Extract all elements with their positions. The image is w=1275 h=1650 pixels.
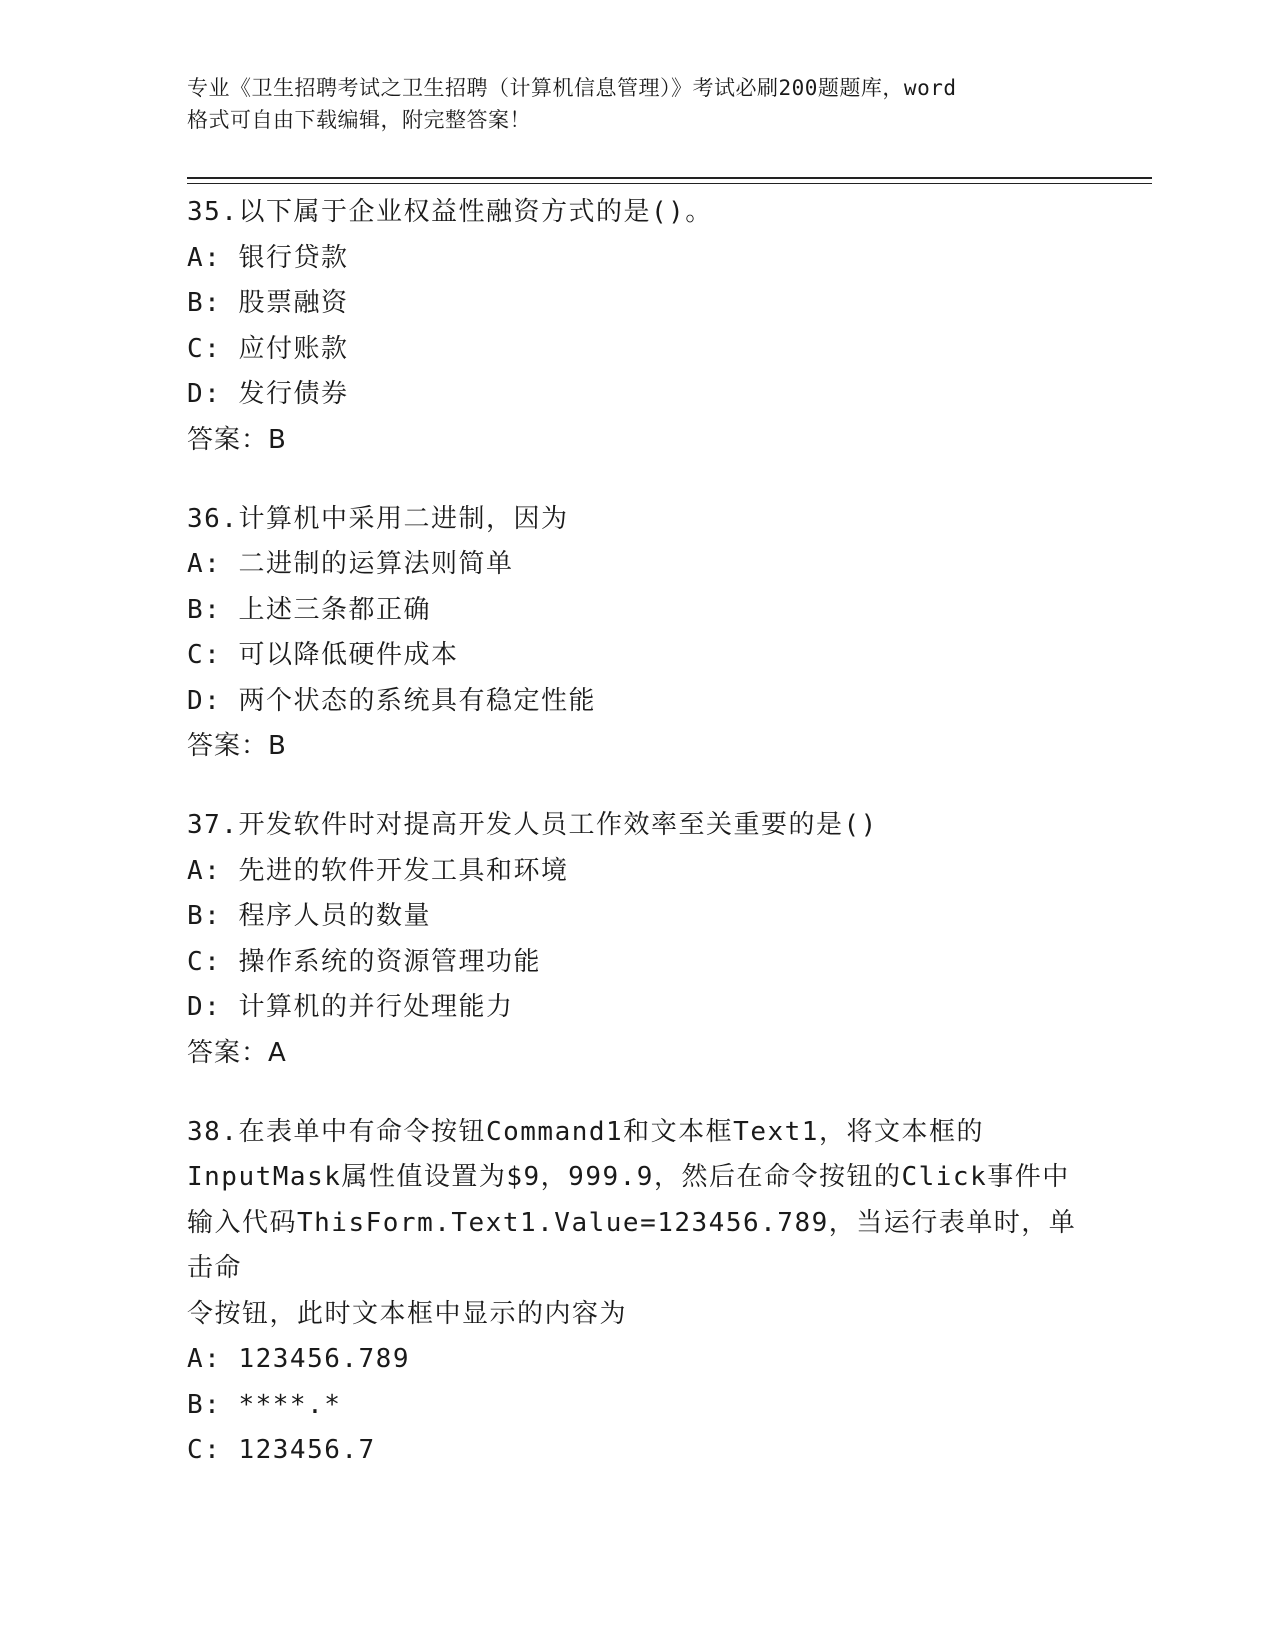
question-stem-line-4: 令按钮，此时文本框中显示的内容为 [187,1298,628,1329]
answer-line: 答案：B [187,731,287,761]
question-list [187,190,1087,1508]
question-stem-line-3: 输入代码ThisForm.Text1.Value=123456.789，当运行表单时，单击命 [187,1207,1077,1283]
option-a: A: 银行贷款 [187,242,349,273]
header-divider-thin [187,183,1152,184]
option-b: B: ****.* [187,1389,342,1420]
document-header [187,72,1087,136]
option-c: C: 操作系统的资源管理功能 [187,946,541,977]
answer-line: 答案：A [187,1037,287,1068]
option-b: B: 上述三条都正确 [187,594,431,625]
header-divider-thick [187,177,1152,179]
option-d: D: 计算机的并行处理能力 [187,992,514,1022]
option-b: B: 股票融资 [187,288,349,318]
option-d: D: 发行债券 [187,379,349,409]
option-b: B: 程序人员的数量 [187,901,431,931]
question-stem: 35.以下属于企业权益性融资方式的是()。 [187,197,713,227]
question-35 [187,190,1087,463]
question-stem-line-2: InputMask属性值设置为$9，999.9，然后在命令按钮的Click事件中 [187,1162,1070,1192]
header-line-1: 专业《卫生招聘考试之卫生招聘（计算机信息管理）》考试必刷200题题库，word [187,76,957,100]
question-36 [187,497,1087,770]
option-c: C: 应付账款 [187,333,349,364]
header-line-2: 格式可自由下载编辑，附完整答案！ [187,108,531,132]
answer-line: 答案：B [187,424,287,455]
option-d: D: 两个状态的系统具有稳定性能 [187,685,596,716]
option-c: C: 123456.7 [187,1435,376,1465]
option-a: A: 123456.789 [187,1344,410,1374]
option-a: A: 先进的软件开发工具和环境 [187,855,569,886]
option-a: A: 二进制的运算法则简单 [187,549,514,579]
question-stem: 36.计算机中采用二进制，因为 [187,503,569,534]
option-c: C: 可以降低硬件成本 [187,640,459,670]
question-stem-line-1: 38.在表单中有命令按钮Command1和文本框Text1，将文本框的 [187,1116,984,1147]
question-38 [187,1110,1087,1474]
question-37 [187,803,1087,1076]
question-stem: 37.开发软件时对提高开发人员工作效率至关重要的是() [187,810,878,840]
